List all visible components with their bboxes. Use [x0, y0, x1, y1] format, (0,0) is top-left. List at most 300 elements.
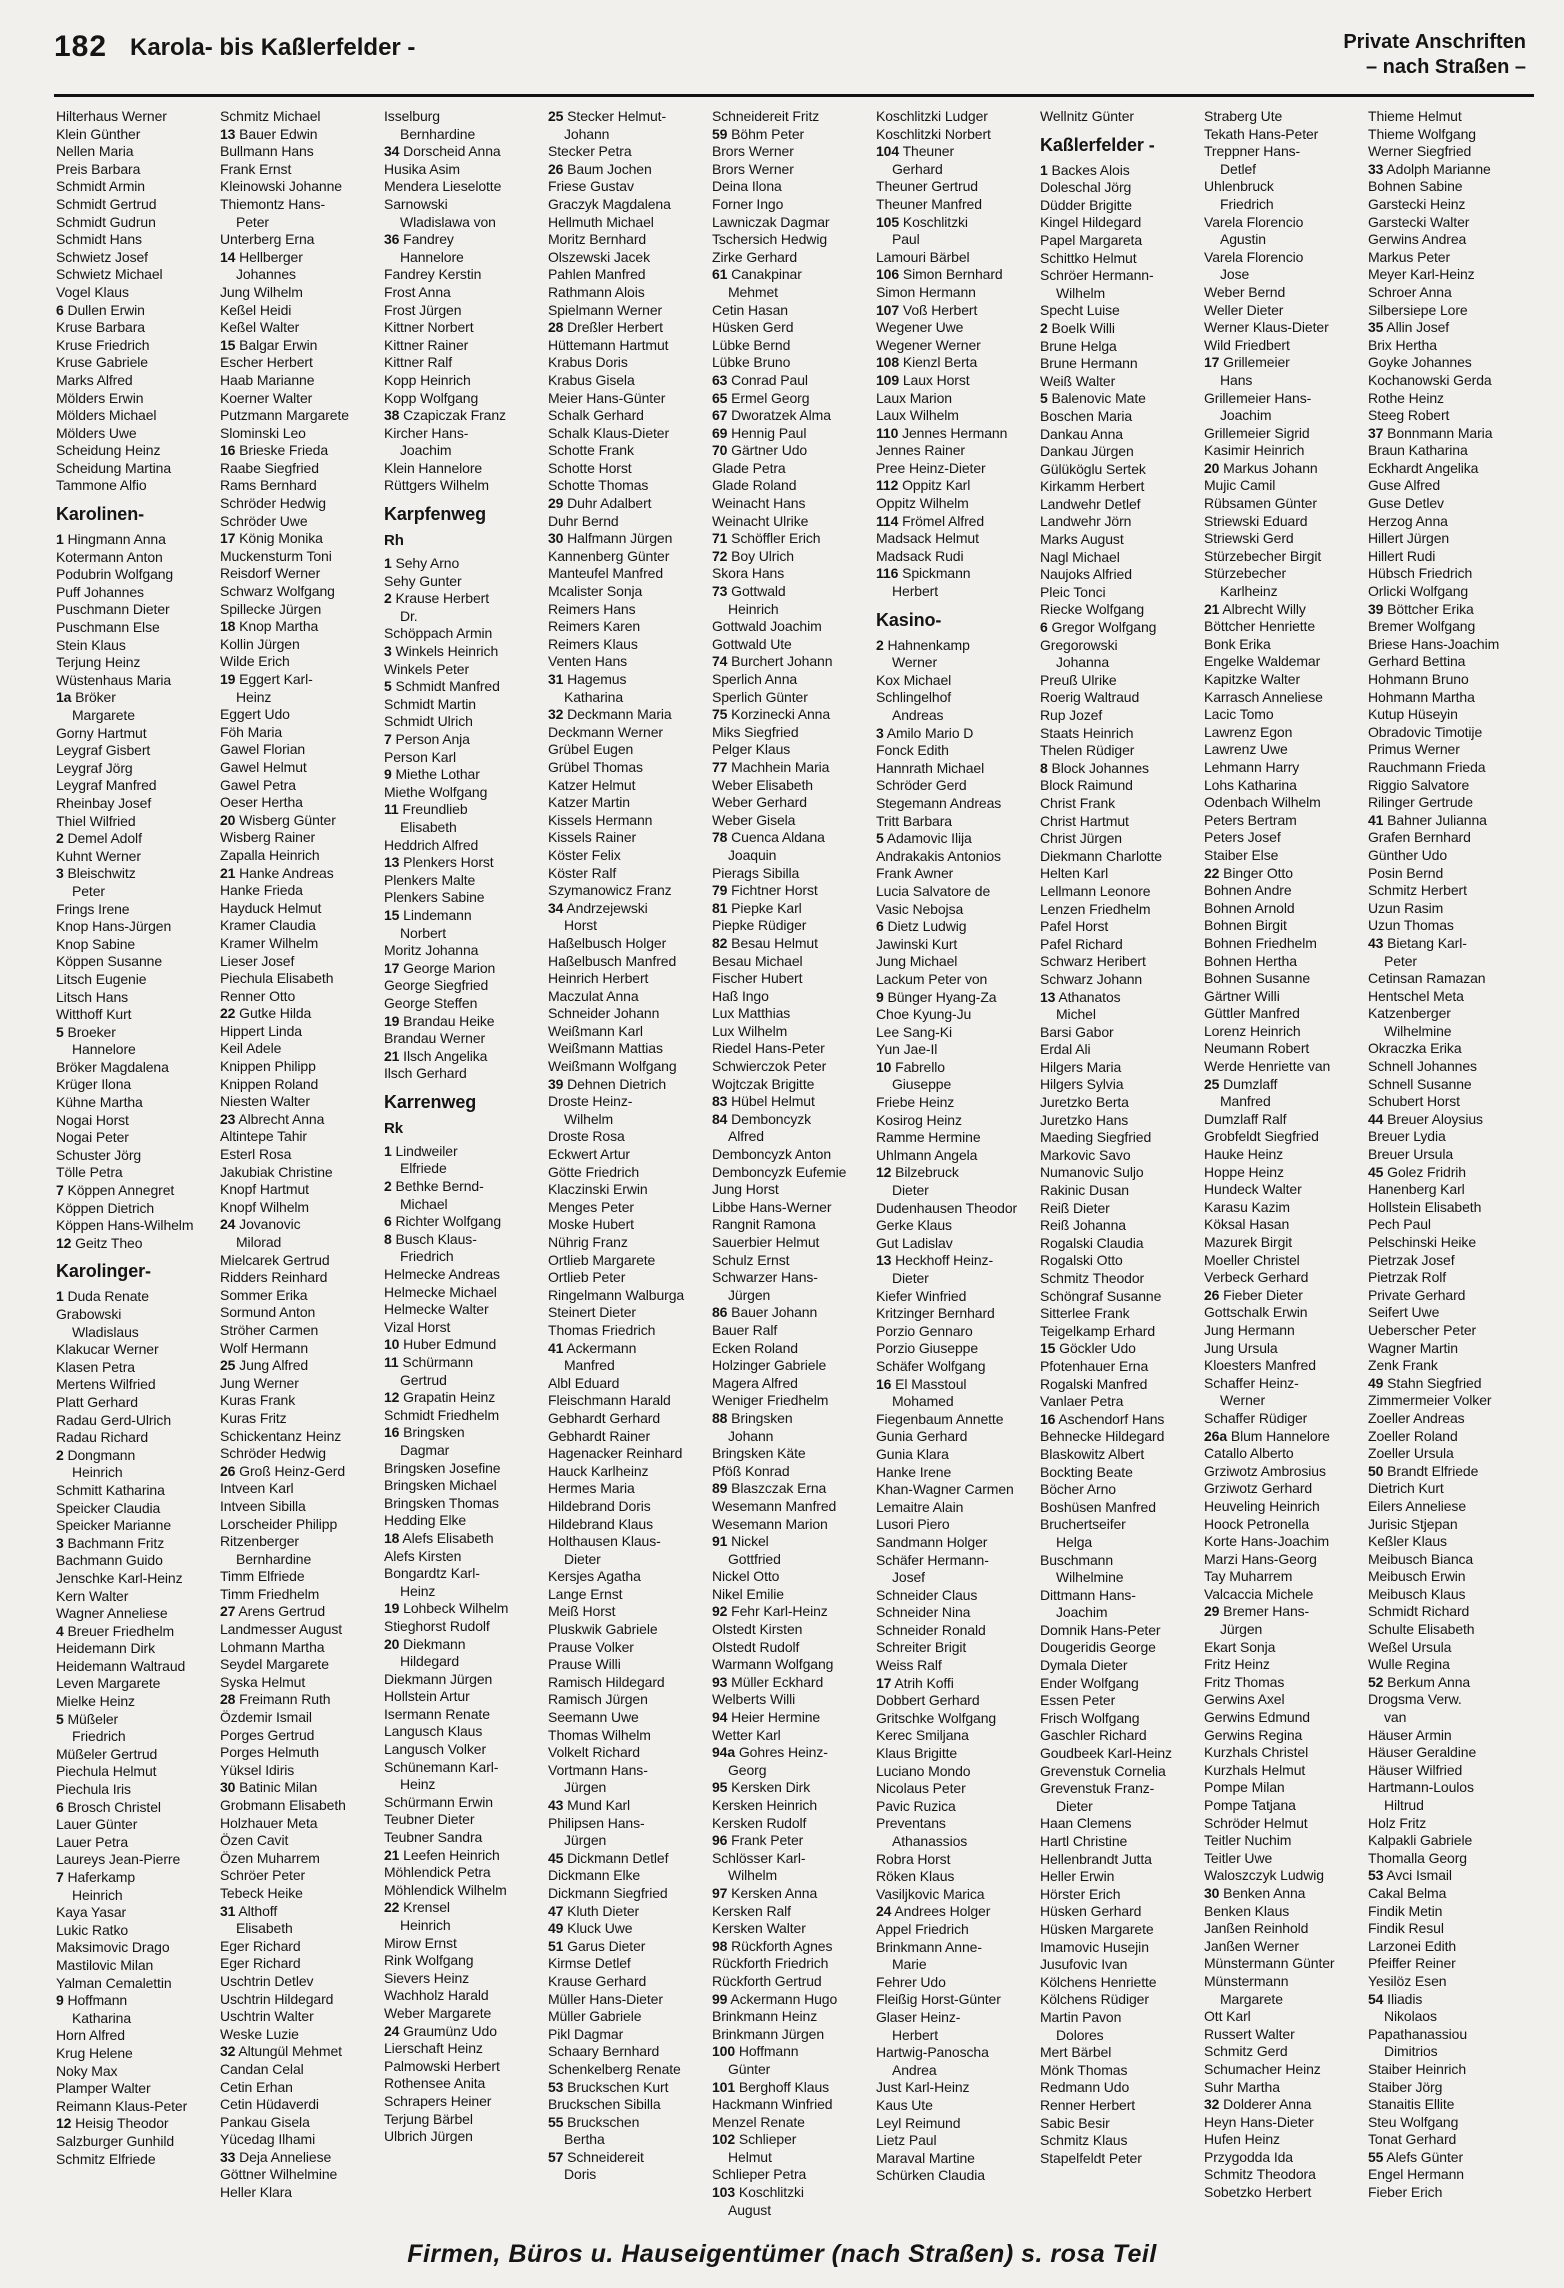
house-number: 8 [384, 1230, 392, 1247]
resident-entry: Kopp Wolfgang [384, 389, 479, 406]
house-number: 49 [1368, 1374, 1384, 1391]
house-number: 22 [220, 1005, 236, 1022]
resident-name: Fabrello [891, 1058, 945, 1075]
resident-entry [1368, 425, 1532, 443]
resident-entry: Oppitz Wilhelm [876, 495, 969, 512]
resident-entry: Piechula Helmut [56, 1763, 157, 1780]
resident-entry: Keil Adele [220, 1040, 282, 1057]
section-label-line2: – nach Straßen – [1365, 56, 1526, 78]
resident-entry: Wild Friedbert [1204, 336, 1290, 353]
section-label-line1: Private Anschriften [1343, 31, 1526, 53]
resident-entry: Kleinowski Johanne [220, 178, 342, 195]
resident-entry [1040, 390, 1204, 408]
resident-entry: Reisdorf Werner [220, 565, 321, 582]
street-heading: Kasino- [876, 609, 942, 630]
resident-entry: Schittko Helmut [1040, 249, 1137, 266]
resident-entry [548, 1797, 712, 1815]
entry-continuation: Katharina [564, 688, 624, 705]
resident-entry: Madsack Helmut [876, 530, 979, 547]
resident-name: Demel Adolf [63, 830, 142, 847]
resident-name: Bahner Julianna [1383, 811, 1487, 828]
resident-entry: Schöppach Armin [384, 625, 493, 642]
resident-entry: Pluskwik Gabriele [548, 1621, 658, 1638]
resident-name: Rückforth Agnes [727, 1937, 833, 1954]
resident-entry: Cakal Belma [1368, 1884, 1447, 1901]
entry-continuation: Andrea [892, 2061, 937, 2078]
resident-entry: Göttner Wilhelmine [220, 2166, 338, 2183]
resident-entry: Preuß Ulrike [1040, 671, 1117, 688]
resident-entry: Hüttemann Hartmut [548, 336, 669, 353]
resident-name: Czapiczak Franz [399, 407, 506, 424]
house-number: 24 [384, 2022, 400, 2039]
resident-name: Fieber Dieter [1219, 1286, 1303, 1303]
resident-entry: Putzmann Margarete [220, 407, 349, 424]
resident-entry: Schnell Susanne [1368, 1075, 1472, 1092]
resident-entry [712, 653, 876, 671]
resident-entry: Nellen Maria [56, 143, 134, 160]
resident-entry: Sandmann Holger [876, 1533, 988, 1550]
resident-entry: Uzun Thomas [1368, 917, 1454, 934]
resident-entry: Puff Johannes [56, 583, 144, 600]
house-number: 97 [712, 1884, 728, 1901]
resident-name: Hoffmann [63, 1992, 128, 2009]
resident-entry: Mendera Lieselotte [384, 178, 502, 195]
resident-entry: Lübke Bernd [712, 336, 791, 353]
resident-entry: Schäfer Hermann- [876, 1551, 989, 1568]
resident-entry: Heller Klara [220, 2184, 292, 2201]
resident-entry: Rogalski Claudia [1040, 1234, 1144, 1251]
house-number: 102 [712, 2131, 736, 2148]
resident-name: Ermel Georg [727, 389, 810, 406]
resident-entry: Maksimovic Drago [56, 1939, 170, 1956]
resident-entry: Radau Gerd-Ulrich [56, 1411, 172, 1428]
resident-entry: Meibusch Klaus [1368, 1585, 1466, 1602]
resident-entry [712, 829, 876, 847]
resident-name: Blum Hannelore [1227, 1427, 1330, 1444]
resident-entry: Gerhard Bettina [1368, 653, 1466, 670]
house-number: 69 [712, 424, 728, 441]
resident-entry: Bohnen Hertha [1204, 952, 1297, 969]
resident-entry: Witthoff Kurt [56, 1006, 132, 1023]
resident-entry: Welberts Willi [712, 1691, 796, 1708]
entry-continuation: Joachim [1220, 407, 1272, 424]
resident-entry: Pompe Tatjana [1204, 1797, 1296, 1813]
resident-name: Balenovic Mate [1047, 390, 1146, 407]
resident-entry: Olstedt Kirsten [712, 1621, 803, 1638]
resident-entry: Glaser Heinz- [876, 2008, 961, 2025]
resident-entry: Vanlaer Petra [1040, 1393, 1124, 1410]
house-number: 1 [56, 1288, 64, 1305]
resident-entry [548, 706, 712, 724]
resident-entry [220, 865, 384, 883]
resident-entry [548, 108, 712, 126]
footer-note: Firmen, Büros u. Hauseigentümer (nach Straßen) s. rosa Teil [407, 2240, 1157, 2268]
resident-entry: Pietrzak Rolf [1368, 1269, 1447, 1286]
resident-entry: Meiß Horst [548, 1603, 616, 1620]
entry-continuation: Dolores [1056, 2026, 1104, 2043]
resident-entry: Renner Herbert [1040, 2096, 1136, 2113]
resident-entry: Stanaitis Ellite [1368, 2096, 1455, 2113]
resident-entry: Brandau Werner [384, 1030, 486, 1047]
resident-entry [712, 530, 876, 548]
resident-entry: Ekart Sonja [1204, 1638, 1276, 1655]
resident-entry [56, 689, 220, 707]
house-number: 7 [56, 1182, 64, 1199]
resident-entry [220, 1005, 384, 1023]
resident-entry [56, 1869, 220, 1887]
entry-continuation: Johann [564, 125, 610, 142]
resident-entry: Weißmann Mattias [548, 1040, 663, 1057]
resident-name: Allin Josef [1383, 319, 1450, 336]
column-8 [1204, 108, 1368, 2208]
house-number: 19 [384, 1600, 400, 1617]
resident-entry: Pech Paul [1368, 1216, 1431, 1233]
resident-entry: Stapelfeldt Peter [1040, 2149, 1142, 2166]
resident-entry: Lee Sang-Ki [876, 1023, 952, 1040]
resident-entry: Mujic Camil [1204, 477, 1276, 494]
resident-entry: Yalman Cemalettin [56, 1974, 172, 1991]
resident-entry: Lemaitre Alain [876, 1498, 964, 1515]
resident-entry: Pföß Konrad [712, 1462, 790, 1479]
house-number: 86 [712, 1304, 728, 1321]
resident-entry: Hippert Linda [220, 1022, 302, 1039]
resident-entry: Hentschel Meta [1368, 987, 1464, 1004]
resident-entry [1040, 989, 1204, 1007]
resident-entry [1368, 1867, 1532, 1885]
house-number: 74 [712, 653, 728, 670]
resident-name: Grillemeier [1219, 354, 1290, 371]
resident-name: Hagemus [563, 671, 627, 687]
header-rule [54, 94, 1534, 97]
entry-continuation: Herbert [892, 583, 938, 600]
resident-entry [1368, 1674, 1532, 1692]
resident-entry: Schmitt Katharina [56, 1481, 165, 1498]
resident-entry [876, 1903, 1040, 1921]
resident-entry: Schröder Hedwig [220, 495, 326, 512]
resident-entry: Schuster Jörg [56, 1146, 142, 1163]
resident-entry: Dumzlaff Ralf [1204, 1110, 1287, 1127]
resident-entry: Bruchertseifer [1040, 1516, 1126, 1533]
resident-entry: Silbersiepe Lore [1368, 301, 1468, 318]
resident-entry: Weinacht Ulrike [712, 512, 809, 529]
entry-continuation: Wilhelm [728, 1867, 778, 1884]
entry-continuation: van [1384, 1709, 1407, 1726]
resident-entry: Lusori Piero [876, 1516, 950, 1533]
house-number: 49 [548, 1920, 564, 1937]
resident-entry: Pikl Dagmar [548, 2025, 624, 2042]
resident-entry: Nührig Franz [548, 1234, 628, 1250]
resident-entry: Bonk Erika [1204, 635, 1271, 652]
house-number: 83 [712, 1093, 728, 1110]
resident-entry: Holzinger Gabriele [712, 1357, 827, 1374]
house-number: 22 [384, 1899, 400, 1916]
entry-continuation: Wilhelmine [1056, 1569, 1124, 1586]
resident-name: Heisig Theodor [71, 2115, 169, 2132]
resident-entry: Gülüköglu Sertek [1040, 460, 1146, 477]
resident-entry: Kruse Gabriele [56, 354, 148, 371]
resident-entry: Lux Matthias [712, 1005, 791, 1022]
resident-entry: Brinkmann Anne- [876, 1938, 982, 1955]
house-number: 11 [384, 1354, 399, 1370]
resident-entry: Schröder Helmut [1204, 1814, 1308, 1831]
resident-entry: Staiber Else [1204, 846, 1279, 863]
house-number: 100 [712, 2043, 736, 2060]
resident-entry: Valcaccia Michele [1204, 1585, 1314, 1602]
resident-entry: Schlieper Petra [712, 2166, 807, 2183]
resident-name: Koschlitzki [899, 213, 968, 230]
resident-entry [384, 555, 548, 573]
house-number: 15 [1040, 1340, 1056, 1357]
resident-entry: Klaus Brigitte [876, 1745, 958, 1762]
resident-entry: Werner Siegfried [1368, 143, 1472, 160]
resident-entry: Theuner Gertrud [876, 178, 978, 195]
house-number: 25 [548, 108, 564, 124]
resident-entry [548, 2114, 712, 2132]
resident-entry: Steinert Dieter [548, 1304, 636, 1321]
resident-entry [1368, 161, 1532, 179]
resident-entry: Glade Roland [712, 477, 797, 494]
resident-entry [712, 2184, 876, 2202]
resident-entry [876, 372, 1040, 390]
resident-name: Kluck Uwe [563, 1920, 633, 1937]
entry-continuation: Wilhelmine [1384, 1022, 1452, 1039]
resident-entry [220, 1691, 384, 1709]
resident-entry: Jurisic Stjepan [1368, 1515, 1458, 1532]
resident-entry: Hackmann Winfried [712, 2096, 833, 2113]
resident-entry [712, 2079, 876, 2097]
resident-entry: Mielcarek Gertrud [220, 1251, 330, 1268]
resident-entry: Weske Luzie [220, 2025, 299, 2042]
resident-name: Stecker Helmut- [563, 108, 667, 124]
resident-entry: Theuner Manfred [876, 195, 982, 212]
resident-entry: Moritz Bernhard [548, 231, 647, 248]
resident-name: Busch Klaus- [391, 1230, 477, 1247]
resident-entry: Hilgers Maria [1040, 1058, 1122, 1075]
resident-entry: Gaschler Richard [1040, 1727, 1147, 1744]
resident-entry: Litsch Eugenie [56, 970, 147, 987]
resident-entry: Hörster Erich [1040, 1885, 1121, 1902]
resident-entry [876, 1252, 1040, 1270]
resident-entry: Suhr Martha [1204, 2078, 1280, 2095]
resident-entry: Gebhardt Gerhard [548, 1409, 661, 1426]
resident-entry: Wesemann Manfred [712, 1497, 837, 1514]
resident-name: Kersken Anna [727, 1884, 818, 1901]
resident-entry: Timm Elfriede [220, 1568, 305, 1585]
resident-entry: Schumacher Heinz [1204, 2060, 1321, 2077]
resident-entry: Weißmann Wolfgang [548, 1058, 677, 1075]
resident-entry: Sperlich Günter [712, 688, 808, 705]
resident-entry: Ulbrich Jürgen [384, 2128, 473, 2145]
house-number: 22 [1204, 864, 1220, 881]
resident-entry: Spielmann Werner [548, 301, 663, 318]
resident-name: Wisberg Günter [235, 811, 336, 828]
column-4 [548, 108, 712, 2208]
resident-entry: Schmidt Hans [56, 231, 142, 248]
resident-name: Winkels Heinrich [391, 643, 499, 660]
house-number: 57 [548, 2148, 564, 2165]
resident-entry: Weißmann Karl [548, 1022, 643, 1039]
resident-entry: Kapitzke Walter [1204, 671, 1301, 687]
resident-entry: Uhlmann Angela [876, 1146, 978, 1163]
house-number: 53 [1368, 1867, 1384, 1884]
column-6 [876, 108, 1040, 2208]
resident-entry [712, 2131, 876, 2149]
resident-entry: Bullmann Hans [220, 143, 314, 160]
resident-entry: Lellmann Leonore [1040, 882, 1151, 899]
resident-entry: Katzer Martin [548, 794, 630, 811]
resident-name: Böttcher Erika [1383, 600, 1474, 617]
resident-entry: Rückforth Gertrud [712, 1972, 822, 1989]
resident-entry: Pelger Klaus [712, 741, 791, 758]
house-number: 34 [384, 143, 400, 160]
house-number: 79 [712, 882, 728, 899]
resident-entry: Szymanowicz Franz [548, 882, 672, 899]
resident-entry: Yücedag Ilhami [220, 2131, 316, 2148]
resident-entry: Schmitz Klaus [1040, 2132, 1128, 2149]
resident-name: Hellberger [235, 248, 303, 265]
resident-entry: Koschlitzki Norbert [876, 125, 991, 142]
house-number: 16 [1040, 1410, 1056, 1427]
house-number: 2 [384, 590, 392, 607]
resident-entry: Duhr Bernd [548, 512, 619, 529]
resident-entry: Benken Klaus [1204, 1902, 1290, 1919]
resident-entry: Pavic Ruzica [876, 1797, 956, 1814]
resident-name: Schöffler Erich [727, 530, 821, 547]
house-number: 25 [220, 1357, 236, 1374]
resident-entry: Pfotenhauer Erna [1040, 1357, 1149, 1374]
resident-entry: Just Karl-Heinz [876, 2079, 970, 2096]
resident-entry: Zirke Gerhard [712, 248, 798, 265]
house-number: 116 [876, 565, 899, 582]
entry-continuation: Gottfried [728, 1550, 781, 1567]
resident-entry: Thelen Rüdiger [1040, 742, 1135, 759]
resident-entry: Schröder Uwe [220, 512, 308, 529]
house-number: 89 [712, 1480, 728, 1497]
resident-entry: Eckwert Artur [548, 1146, 630, 1163]
resident-entry: Ramisch Jürgen [548, 1691, 648, 1708]
resident-entry: Eggert Udo [220, 706, 290, 723]
resident-name: Avci Ismail [1383, 1867, 1452, 1884]
resident-name: Lindemann [399, 906, 472, 923]
resident-entry: Vogel Klaus [56, 283, 129, 300]
resident-name: Simon Bernhard [899, 266, 1003, 283]
entry-continuation: Bernhardine [236, 1550, 312, 1567]
resident-entry [712, 1480, 876, 1498]
resident-name: Duhr Adalbert [563, 495, 652, 512]
resident-entry [1204, 2096, 1368, 2114]
house-number: 63 [712, 371, 728, 388]
house-number: 19 [220, 671, 236, 687]
resident-entry: Findik Resul [1368, 1920, 1444, 1937]
resident-entry [56, 1235, 220, 1253]
house-number: 30 [548, 530, 564, 547]
house-number: 20 [220, 811, 236, 828]
resident-entry: Primus Werner [1368, 741, 1460, 758]
resident-entry: Schubert Horst [1368, 1093, 1460, 1110]
resident-entry [384, 590, 548, 608]
resident-entry: Warmann Wolfgang [712, 1656, 834, 1673]
resident-entry [220, 618, 384, 636]
resident-entry: Stein Klaus [56, 636, 126, 653]
resident-entry [712, 706, 876, 724]
resident-name: Bauer Johann [727, 1304, 818, 1321]
resident-entry: Russert Walter [1204, 2025, 1295, 2042]
resident-entry: Kittner Norbert [384, 319, 474, 336]
resident-entry [548, 1850, 712, 1868]
resident-entry: Deckmann Werner [548, 723, 663, 740]
resident-entry [1040, 1340, 1204, 1358]
resident-entry: Mönk Thomas [1040, 2061, 1128, 2078]
resident-entry: Häuser Wilfried [1368, 1761, 1463, 1778]
house-number: 82 [712, 934, 728, 951]
resident-name: Hoffmann [735, 2043, 799, 2060]
resident-entry: Kersken Walter [712, 1920, 806, 1937]
resident-entry: George Steffen [384, 994, 478, 1011]
resident-entry [1368, 1463, 1532, 1481]
house-number: 91 [712, 1533, 728, 1550]
resident-entry: Boshüsen Manfred [1040, 1498, 1156, 1515]
house-number: 15 [220, 336, 236, 353]
house-number: 10 [384, 1336, 400, 1353]
resident-entry: Teitler Nuchim [1204, 1832, 1292, 1849]
resident-entry: Pierags Sibilla [712, 864, 800, 881]
house-number: 17 [220, 530, 236, 547]
resident-entry: Pafel Horst [1040, 918, 1109, 935]
resident-entry: Maeding Siegfried [1040, 1129, 1152, 1146]
resident-entry: Hollstein Elisabeth [1368, 1198, 1482, 1215]
house-number: 27 [220, 1603, 236, 1620]
resident-entry [548, 900, 712, 918]
resident-entry: Jennes Rainer [876, 442, 965, 459]
resident-name: Müller Eckhard [727, 1673, 824, 1690]
resident-entry: Köppen Hans-Wilhelm [56, 1217, 194, 1234]
resident-entry: Briese Hans-Joachim [1368, 635, 1500, 652]
resident-name: Richter Wolfgang [391, 1213, 502, 1230]
resident-entry: Menges Peter [548, 1198, 634, 1215]
house-number: 53 [548, 2078, 564, 2095]
resident-entry: Götte Friedrich [548, 1163, 640, 1180]
resident-entry [384, 1600, 548, 1618]
resident-entry: Kramer Wilhelm [220, 934, 319, 951]
resident-entry: Salzburger Gunhild [56, 2132, 175, 2149]
resident-entry: Karasu Kazim [1204, 1198, 1290, 1215]
resident-entry: Jung Horst [712, 1181, 779, 1198]
resident-entry: Schreiter Brigit [876, 1639, 967, 1656]
resident-entry: Sperlich Anna [712, 671, 798, 687]
resident-entry: Podubrin Wolfgang [56, 566, 174, 583]
house-number: 77 [712, 758, 728, 775]
house-number: 12 [876, 1164, 892, 1181]
resident-entry: Stecker Petra [548, 143, 632, 160]
resident-entry: Schmidt Friedhelm [384, 1406, 500, 1423]
resident-entry: Schöngraf Susanne [1040, 1287, 1162, 1304]
resident-entry: Litsch Hans [56, 988, 129, 1005]
resident-entry: Bringsken Michael [384, 1477, 497, 1494]
house-number: 33 [220, 2148, 236, 2165]
resident-entry: Terjung Heinz [56, 654, 141, 671]
resident-name: Brandau Heike [399, 1012, 495, 1029]
entry-continuation: Elisabeth [236, 1920, 293, 1937]
resident-name: Dumzlaff [1219, 1075, 1278, 1092]
house-number: 52 [1368, 1673, 1384, 1690]
resident-entry: Menzel Renate [712, 2113, 805, 2130]
resident-entry: Scheidung Heinz [56, 442, 161, 459]
resident-entry: Miethe Wolfgang [384, 783, 488, 800]
resident-entry: Teubner Dieter [384, 1811, 475, 1828]
house-number: 9 [876, 988, 884, 1005]
resident-entry [220, 442, 384, 460]
resident-entry: Puschmann Else [56, 619, 160, 636]
